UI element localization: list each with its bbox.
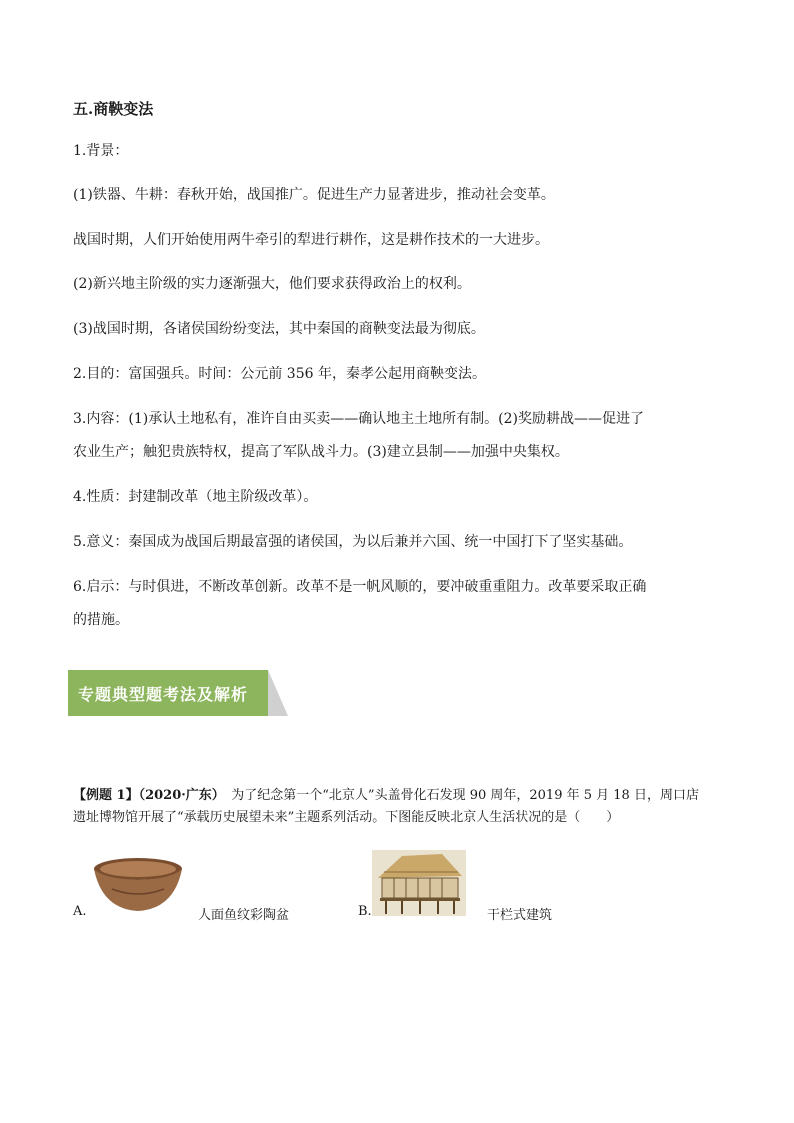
example-question (73, 786, 699, 806)
text-line: 3.内容：(1)承认土地私有，准许自由买卖——确认地主土地所有制。(2)奖励耕战——促进了 (73, 411, 645, 427)
banner-label: 专题典型题考法及解析 (78, 685, 249, 704)
text-line: (1)铁器、牛耕：春秋开始，战国推广。促进生产力显著进步，推动社会变革。 (73, 187, 555, 203)
text-line: 的措施。 (73, 612, 129, 628)
text-line: 农业生产；触犯贵族特权，提高了军队战斗力。(3)建立县制——加强中央集权。 (73, 444, 569, 460)
option-a-letter: A. (73, 904, 87, 919)
example-stem-2: 遗址博物馆开展了“承载历史展望未来”主题系列活动。下图能反映北京人生活状况的是（ ） (73, 810, 620, 825)
example-stem-1: 为了纪念第一个“北京人”头盖骨化石发现 90 周年，2019 年 5 月 18 日，周口店 (218, 788, 699, 803)
section-title: 五.商鞅变法 (73, 100, 154, 118)
stilt-house-image (372, 850, 466, 916)
text-line: 4.性质：封建制改革（地主阶级改革）。 (73, 489, 318, 505)
text-line: 5.意义：秦国成为战国后期最富强的诸侯国，为以后兼并六国、统一中国打下了坚实基础。 (73, 534, 633, 550)
option-b-letter: B. (358, 904, 372, 919)
text-line: 战国时期，人们开始使用两牛牵引的犁进行耕作，这是耕作技术的一大进步。 (73, 232, 549, 248)
text-line: 6.启示：与时俱进，不断改革创新。改革不是一帆风顺的，要冲破重重阻力。改革要采取正确 (73, 579, 647, 595)
example-tag: 【例题 1】（2020·广东） (73, 788, 219, 803)
option-b-text: 干栏式建筑 (487, 908, 553, 923)
text-line: 1.背景： (73, 143, 129, 159)
section-banner (68, 670, 288, 718)
text-line: (3)战国时期，各诸侯国纷纷变法，其中秦国的商鞅变法最为彻底。 (73, 321, 485, 337)
text-line: (2)新兴地主阶级的实力逐渐强大，他们要求获得政治上的权利。 (73, 276, 471, 292)
painted-pottery-basin-image (92, 855, 184, 915)
option-a-text: 人面鱼纹彩陶盆 (198, 908, 290, 923)
text-line: 2.目的：富国强兵。时间：公元前 356 年，秦孝公起用商鞅变法。 (73, 366, 486, 382)
